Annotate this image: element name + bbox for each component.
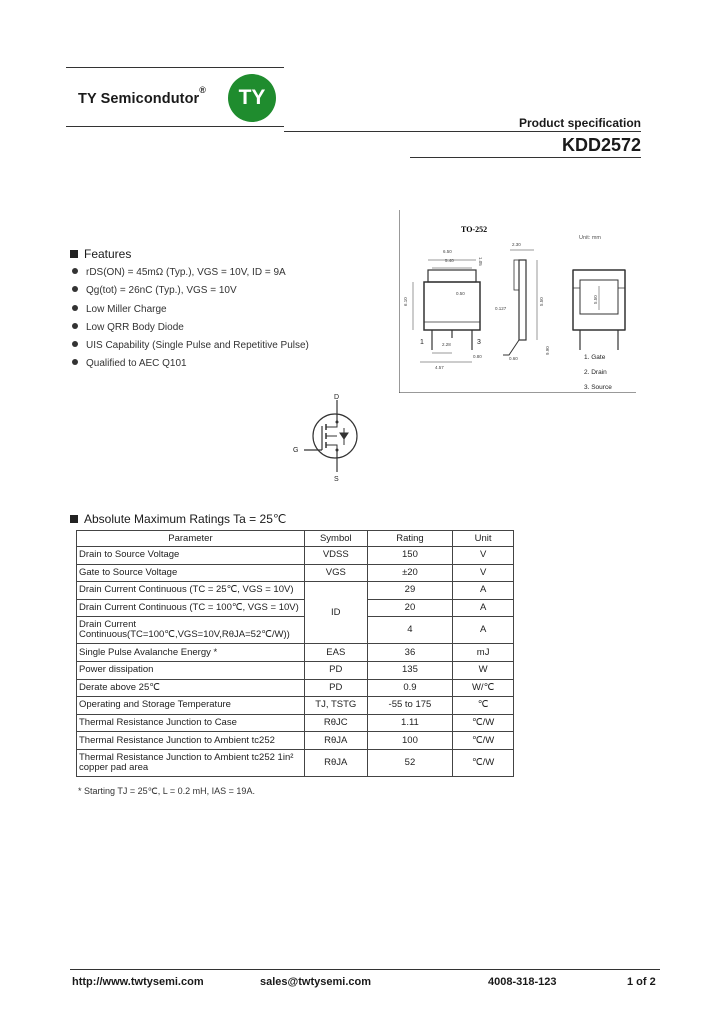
feature-item: [72, 357, 309, 375]
dim-label: 5.50: [539, 297, 544, 306]
cell-symbol: RθJA: [304, 749, 367, 776]
feature-text: Qualified to AEC Q101: [86, 358, 187, 370]
feature-item: [72, 321, 309, 339]
cell-unit: W/℃: [453, 679, 514, 697]
table-row: [77, 582, 514, 600]
cell-parameter: Power dissipation: [77, 661, 305, 679]
cell-rating: ±20: [367, 564, 453, 582]
feature-text: Qg(tot) = 26nC (Typ.), VGS = 10V: [86, 285, 237, 297]
features-title-text: Features: [84, 247, 132, 261]
cell-rating: 1.11: [367, 714, 453, 732]
mosfet-symbol-icon: [288, 388, 368, 488]
cell-symbol: TJ, TSTG: [304, 697, 367, 715]
cell-parameter: Thermal Resistance Junction to Case: [77, 714, 305, 732]
pin-number: 3: [477, 339, 481, 346]
package-name: TO-252: [461, 225, 488, 234]
phone-number: 4008-318-123: [488, 976, 557, 988]
pin-label-source: 3. Source: [584, 384, 612, 391]
part-rule: [410, 157, 641, 158]
bullet-icon: [72, 341, 78, 347]
dim-label: 9.90: [545, 346, 550, 355]
bullet-icon: [72, 359, 78, 365]
website-link[interactable]: http://www.twtysemi.com: [72, 976, 204, 988]
cell-unit: A: [453, 617, 514, 644]
spec-label: Product specification: [518, 116, 641, 130]
cell-rating: 29: [367, 582, 453, 600]
square-bullet-icon: [70, 515, 78, 523]
dim-label: 0.50: [456, 291, 465, 296]
square-bullet-icon: [70, 250, 78, 258]
ratings-title-text: Absolute Maximum Ratings Ta = 25℃: [84, 512, 287, 526]
cell-rating: 100: [367, 732, 453, 750]
feature-text: Low QRR Body Diode: [86, 321, 184, 333]
dim-label: 1.05: [478, 257, 483, 266]
table-header-row: [77, 531, 514, 547]
cell-parameter: Operating and Storage Temperature: [77, 697, 305, 715]
cell-rating: 150: [367, 547, 453, 565]
cell-unit: W: [453, 661, 514, 679]
dim-label: 6.50: [443, 249, 452, 254]
part-number: KDD2572: [561, 135, 641, 155]
col-header-symbol: Symbol: [304, 531, 367, 547]
dim-label: 5.50: [593, 295, 598, 304]
cell-unit: ℃/W: [453, 714, 514, 732]
cell-unit: A: [453, 599, 514, 617]
table-row: [77, 679, 514, 697]
cell-parameter: Gate to Source Voltage: [77, 564, 305, 582]
col-header-unit: Unit: [453, 531, 514, 547]
ratings-footnote: * Starting TJ = 25℃, L = 0.2 mH, IAS = 19A.: [78, 786, 255, 796]
pin-label-gate: 1. Gate: [584, 354, 606, 361]
cell-parameter: Drain Current Continuous (TC = 100℃, VGS = 10V): [77, 599, 305, 617]
pin-label-drain: 2. Drain: [584, 369, 607, 376]
feature-text: UIS Capability (Single Pulse and Repetitive Pulse): [86, 340, 309, 352]
dim-label: 0.127: [495, 306, 507, 311]
bullet-icon: [72, 268, 78, 274]
cell-unit: ℃/W: [453, 732, 514, 750]
feature-item: [72, 284, 309, 302]
drain-label: D: [334, 394, 340, 401]
email-link[interactable]: sales@twtysemi.com: [260, 976, 371, 988]
unit-note: Unit: mm: [579, 235, 601, 241]
cell-symbol: PD: [304, 661, 367, 679]
col-header-parameter: Parameter: [77, 531, 305, 547]
cell-rating: 0.9: [367, 679, 453, 697]
to252-package-drawing: [399, 210, 636, 393]
feature-text: rDS(ON) = 45mΩ (Typ.), VGS = 10V, ID = 9A: [86, 267, 286, 278]
cell-parameter: Drain Current Continuous(TC=100℃,VGS=10V,RθJA=52℃/W)): [77, 617, 305, 644]
source-label: S: [334, 476, 339, 483]
cell-unit: mJ: [453, 644, 514, 662]
table-row: [77, 661, 514, 679]
cell-unit: A: [453, 582, 514, 600]
cell-rating: 135: [367, 661, 453, 679]
cell-unit: V: [453, 564, 514, 582]
footer-rule: [70, 969, 660, 970]
cell-symbol: EAS: [304, 644, 367, 662]
cell-unit: ℃: [453, 697, 514, 715]
table-row: [77, 697, 514, 715]
table-row: [77, 644, 514, 662]
cell-parameter: Thermal Resistance Junction to Ambient tc252: [77, 732, 305, 750]
col-header-rating: Rating: [367, 531, 453, 547]
bullet-icon: [72, 305, 78, 311]
cell-rating: 20: [367, 599, 453, 617]
cell-rating: -55 to 175: [367, 697, 453, 715]
table-row: [77, 547, 514, 565]
brand-name: [78, 85, 207, 107]
package-back-view: [573, 270, 625, 350]
cell-parameter: Thermal Resistance Junction to Ambient tc252 1in² copper pad area: [77, 749, 305, 776]
cell-rating: 52: [367, 749, 453, 776]
feature-item: [72, 339, 309, 357]
registered-mark: ®: [199, 85, 207, 95]
cell-rating: 36: [367, 644, 453, 662]
dim-label: 6.10: [403, 297, 408, 306]
table-row: [77, 732, 514, 750]
ratings-table: [76, 530, 514, 777]
table-row: [77, 599, 514, 617]
cell-rating: 4: [367, 617, 453, 644]
dim-label: 2.28: [442, 342, 451, 347]
dim-label: 0.60: [509, 356, 518, 361]
pin-number: 1: [420, 339, 424, 346]
cell-parameter: Drain Current Continuous (TC = 25℃, VGS = 10V): [77, 582, 305, 600]
feature-text: Low Miller Charge: [86, 303, 167, 315]
dim-label: 0.80: [473, 354, 482, 359]
table-row: [77, 617, 514, 644]
gate-label: G: [293, 447, 299, 454]
spec-rule: [284, 131, 641, 132]
cell-parameter: Drain to Source Voltage: [77, 547, 305, 565]
table-row: [77, 564, 514, 582]
cell-symbol: PD: [304, 679, 367, 697]
features-list: [72, 266, 309, 376]
features-title: [70, 247, 131, 261]
page-number: 1 of 2: [627, 976, 656, 988]
brand-text: TY Semicondutor: [78, 90, 200, 107]
cell-unit: V: [453, 547, 514, 565]
ratings-title: [70, 512, 286, 526]
ty-logo: TY: [228, 74, 276, 122]
dim-label: 2.30: [512, 242, 521, 247]
header-rule-bottom: [66, 126, 284, 127]
cell-unit: ℃/W: [453, 749, 514, 776]
dim-label: 4.57: [435, 365, 444, 370]
cell-parameter: Single Pulse Avalanche Energy *: [77, 644, 305, 662]
cell-symbol: RθJA: [304, 732, 367, 750]
cell-symbol: ID: [304, 582, 367, 644]
bullet-icon: [72, 286, 78, 292]
bullet-icon: [72, 323, 78, 329]
cell-symbol: RθJC: [304, 714, 367, 732]
cell-symbol: VGS: [304, 564, 367, 582]
feature-item: [72, 266, 309, 284]
cell-parameter: Derate above 25℃: [77, 679, 305, 697]
table-row: [77, 749, 514, 776]
dim-label: 5.40: [445, 258, 454, 263]
header-rule-top: [66, 67, 284, 68]
feature-item: [72, 303, 309, 321]
table-row: [77, 714, 514, 732]
cell-symbol: VDSS: [304, 547, 367, 565]
package-side-view: [503, 250, 537, 355]
